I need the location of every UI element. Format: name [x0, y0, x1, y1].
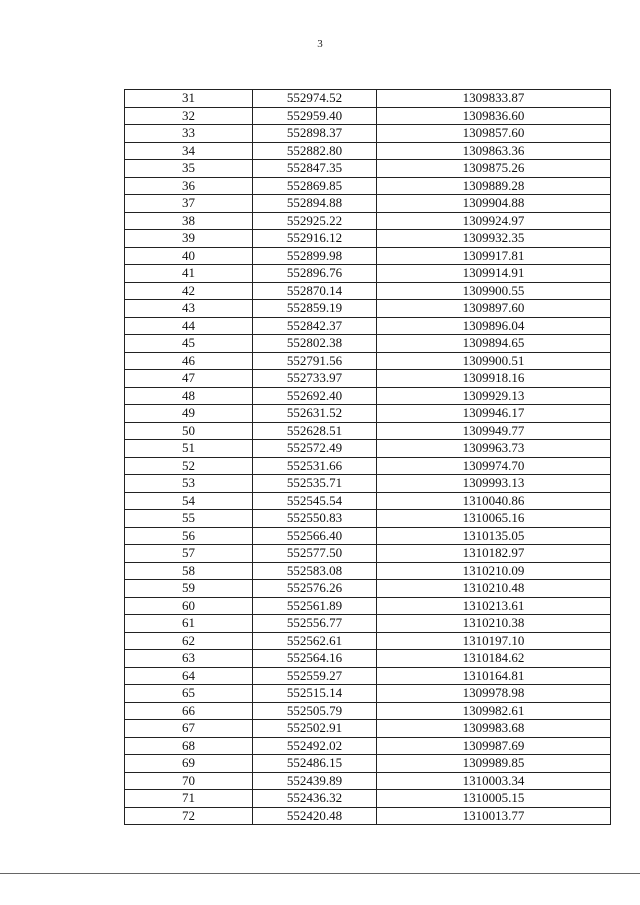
y-coordinate-cell: 1310040.86 — [377, 492, 611, 510]
table-row — [125, 160, 611, 178]
point-number-cell: 70 — [125, 772, 253, 790]
table-row — [125, 475, 611, 493]
x-coordinate-cell: 552925.22 — [253, 212, 377, 230]
table-row — [125, 492, 611, 510]
x-coordinate-cell: 552692.40 — [253, 387, 377, 405]
table-row — [125, 650, 611, 668]
table-row — [125, 405, 611, 423]
y-coordinate-cell: 1310210.48 — [377, 580, 611, 598]
y-coordinate-cell: 1310210.09 — [377, 562, 611, 580]
table-row — [125, 790, 611, 808]
y-coordinate-cell: 1309993.13 — [377, 475, 611, 493]
y-coordinate-cell: 1309857.60 — [377, 125, 611, 143]
table-row — [125, 212, 611, 230]
point-number-cell: 39 — [125, 230, 253, 248]
table-row — [125, 352, 611, 370]
table-row — [125, 90, 611, 108]
x-coordinate-cell: 552436.32 — [253, 790, 377, 808]
y-coordinate-cell: 1309914.91 — [377, 265, 611, 283]
table-row — [125, 615, 611, 633]
y-coordinate-cell: 1309917.81 — [377, 247, 611, 265]
y-coordinate-cell: 1309946.17 — [377, 405, 611, 423]
table-row — [125, 125, 611, 143]
x-coordinate-cell: 552898.37 — [253, 125, 377, 143]
y-coordinate-cell: 1309974.70 — [377, 457, 611, 475]
point-number-cell: 60 — [125, 597, 253, 615]
y-coordinate-cell: 1310135.05 — [377, 527, 611, 545]
y-coordinate-cell: 1310213.61 — [377, 597, 611, 615]
x-coordinate-cell: 552628.51 — [253, 422, 377, 440]
point-number-cell: 64 — [125, 667, 253, 685]
y-coordinate-cell: 1309929.13 — [377, 387, 611, 405]
point-number-cell: 46 — [125, 352, 253, 370]
page-number: 3 — [317, 38, 323, 50]
point-number-cell: 63 — [125, 650, 253, 668]
point-number-cell: 59 — [125, 580, 253, 598]
x-coordinate-cell: 552562.61 — [253, 632, 377, 650]
x-coordinate-cell: 552550.83 — [253, 510, 377, 528]
y-coordinate-cell: 1309983.68 — [377, 720, 611, 738]
y-coordinate-cell: 1310005.15 — [377, 790, 611, 808]
x-coordinate-cell: 552899.98 — [253, 247, 377, 265]
y-coordinate-cell: 1309833.87 — [377, 90, 611, 108]
point-number-cell: 51 — [125, 440, 253, 458]
table-row — [125, 772, 611, 790]
y-coordinate-cell: 1309894.65 — [377, 335, 611, 353]
table-row — [125, 230, 611, 248]
y-coordinate-cell: 1309963.73 — [377, 440, 611, 458]
table-row — [125, 300, 611, 318]
y-coordinate-cell: 1309924.97 — [377, 212, 611, 230]
point-number-cell: 44 — [125, 317, 253, 335]
y-coordinate-cell: 1309836.60 — [377, 107, 611, 125]
point-number-cell: 71 — [125, 790, 253, 808]
point-number-cell: 34 — [125, 142, 253, 160]
x-coordinate-cell: 552559.27 — [253, 667, 377, 685]
x-coordinate-cell: 552515.14 — [253, 685, 377, 703]
x-coordinate-cell: 552439.89 — [253, 772, 377, 790]
point-number-cell: 62 — [125, 632, 253, 650]
point-number-cell: 58 — [125, 562, 253, 580]
x-coordinate-cell: 552566.40 — [253, 527, 377, 545]
coordinates-table — [124, 89, 611, 825]
point-number-cell: 55 — [125, 510, 253, 528]
x-coordinate-cell: 552583.08 — [253, 562, 377, 580]
point-number-cell: 42 — [125, 282, 253, 300]
table-row — [125, 422, 611, 440]
point-number-cell: 52 — [125, 457, 253, 475]
point-number-cell: 68 — [125, 737, 253, 755]
table-row — [125, 265, 611, 283]
y-coordinate-cell: 1309889.28 — [377, 177, 611, 195]
x-coordinate-cell: 552842.37 — [253, 317, 377, 335]
point-number-cell: 38 — [125, 212, 253, 230]
table-row — [125, 317, 611, 335]
x-coordinate-cell: 552916.12 — [253, 230, 377, 248]
y-coordinate-cell: 1309949.77 — [377, 422, 611, 440]
table-row — [125, 807, 611, 825]
table-row — [125, 562, 611, 580]
table-row — [125, 440, 611, 458]
table-row — [125, 580, 611, 598]
table-row — [125, 755, 611, 773]
table-row — [125, 177, 611, 195]
x-coordinate-cell: 552502.91 — [253, 720, 377, 738]
y-coordinate-cell: 1309989.85 — [377, 755, 611, 773]
x-coordinate-cell: 552894.88 — [253, 195, 377, 213]
point-number-cell: 61 — [125, 615, 253, 633]
x-coordinate-cell: 552535.71 — [253, 475, 377, 493]
point-number-cell: 45 — [125, 335, 253, 353]
y-coordinate-cell: 1309863.36 — [377, 142, 611, 160]
x-coordinate-cell: 552959.40 — [253, 107, 377, 125]
table-row — [125, 545, 611, 563]
y-coordinate-cell: 1309875.26 — [377, 160, 611, 178]
point-number-cell: 33 — [125, 125, 253, 143]
point-number-cell: 72 — [125, 807, 253, 825]
table-row — [125, 335, 611, 353]
table-row — [125, 195, 611, 213]
point-number-cell: 56 — [125, 527, 253, 545]
y-coordinate-cell: 1310182.97 — [377, 545, 611, 563]
y-coordinate-cell: 1309904.88 — [377, 195, 611, 213]
y-coordinate-cell: 1310013.77 — [377, 807, 611, 825]
point-number-cell: 67 — [125, 720, 253, 738]
x-coordinate-cell: 552561.89 — [253, 597, 377, 615]
table-row — [125, 142, 611, 160]
table-row — [125, 737, 611, 755]
x-coordinate-cell: 552572.49 — [253, 440, 377, 458]
table-row — [125, 527, 611, 545]
table-row — [125, 685, 611, 703]
point-number-cell: 31 — [125, 90, 253, 108]
x-coordinate-cell: 552859.19 — [253, 300, 377, 318]
point-number-cell: 50 — [125, 422, 253, 440]
point-number-cell: 37 — [125, 195, 253, 213]
table-row — [125, 457, 611, 475]
x-coordinate-cell: 552869.85 — [253, 177, 377, 195]
point-number-cell: 57 — [125, 545, 253, 563]
x-coordinate-cell: 552791.56 — [253, 352, 377, 370]
table-row — [125, 370, 611, 388]
table-row — [125, 667, 611, 685]
y-coordinate-cell: 1309987.69 — [377, 737, 611, 755]
table-row — [125, 387, 611, 405]
x-coordinate-cell: 552486.15 — [253, 755, 377, 773]
table-row — [125, 632, 611, 650]
x-coordinate-cell: 552556.77 — [253, 615, 377, 633]
point-number-cell: 65 — [125, 685, 253, 703]
point-number-cell: 54 — [125, 492, 253, 510]
x-coordinate-cell: 552882.80 — [253, 142, 377, 160]
point-number-cell: 32 — [125, 107, 253, 125]
x-coordinate-cell: 552531.66 — [253, 457, 377, 475]
y-coordinate-cell: 1310210.38 — [377, 615, 611, 633]
point-number-cell: 48 — [125, 387, 253, 405]
point-number-cell: 53 — [125, 475, 253, 493]
table-row — [125, 247, 611, 265]
table-row — [125, 702, 611, 720]
x-coordinate-cell: 552847.35 — [253, 160, 377, 178]
point-number-cell: 69 — [125, 755, 253, 773]
point-number-cell: 49 — [125, 405, 253, 423]
x-coordinate-cell: 552974.52 — [253, 90, 377, 108]
y-coordinate-cell: 1309918.16 — [377, 370, 611, 388]
x-coordinate-cell: 552420.48 — [253, 807, 377, 825]
point-number-cell: 47 — [125, 370, 253, 388]
y-coordinate-cell: 1310197.10 — [377, 632, 611, 650]
x-coordinate-cell: 552505.79 — [253, 702, 377, 720]
x-coordinate-cell: 552733.97 — [253, 370, 377, 388]
x-coordinate-cell: 552564.16 — [253, 650, 377, 668]
y-coordinate-cell: 1309932.35 — [377, 230, 611, 248]
x-coordinate-cell: 552896.76 — [253, 265, 377, 283]
y-coordinate-cell: 1309982.61 — [377, 702, 611, 720]
x-coordinate-cell: 552576.26 — [253, 580, 377, 598]
y-coordinate-cell: 1309896.04 — [377, 317, 611, 335]
point-number-cell: 43 — [125, 300, 253, 318]
y-coordinate-cell: 1309900.51 — [377, 352, 611, 370]
x-coordinate-cell: 552631.52 — [253, 405, 377, 423]
coordinates-table-body — [125, 90, 611, 825]
table-row — [125, 510, 611, 528]
table-row — [125, 597, 611, 615]
point-number-cell: 36 — [125, 177, 253, 195]
x-coordinate-cell: 552545.54 — [253, 492, 377, 510]
point-number-cell: 66 — [125, 702, 253, 720]
point-number-cell: 41 — [125, 265, 253, 283]
table-row — [125, 720, 611, 738]
x-coordinate-cell: 552492.02 — [253, 737, 377, 755]
y-coordinate-cell: 1310164.81 — [377, 667, 611, 685]
page-bottom-rule — [0, 873, 640, 874]
y-coordinate-cell: 1309897.60 — [377, 300, 611, 318]
y-coordinate-cell: 1310065.16 — [377, 510, 611, 528]
point-number-cell: 35 — [125, 160, 253, 178]
point-number-cell: 40 — [125, 247, 253, 265]
table-row — [125, 282, 611, 300]
x-coordinate-cell: 552802.38 — [253, 335, 377, 353]
y-coordinate-cell: 1310184.62 — [377, 650, 611, 668]
y-coordinate-cell: 1309900.55 — [377, 282, 611, 300]
y-coordinate-cell: 1310003.34 — [377, 772, 611, 790]
x-coordinate-cell: 552870.14 — [253, 282, 377, 300]
table-row — [125, 107, 611, 125]
x-coordinate-cell: 552577.50 — [253, 545, 377, 563]
y-coordinate-cell: 1309978.98 — [377, 685, 611, 703]
